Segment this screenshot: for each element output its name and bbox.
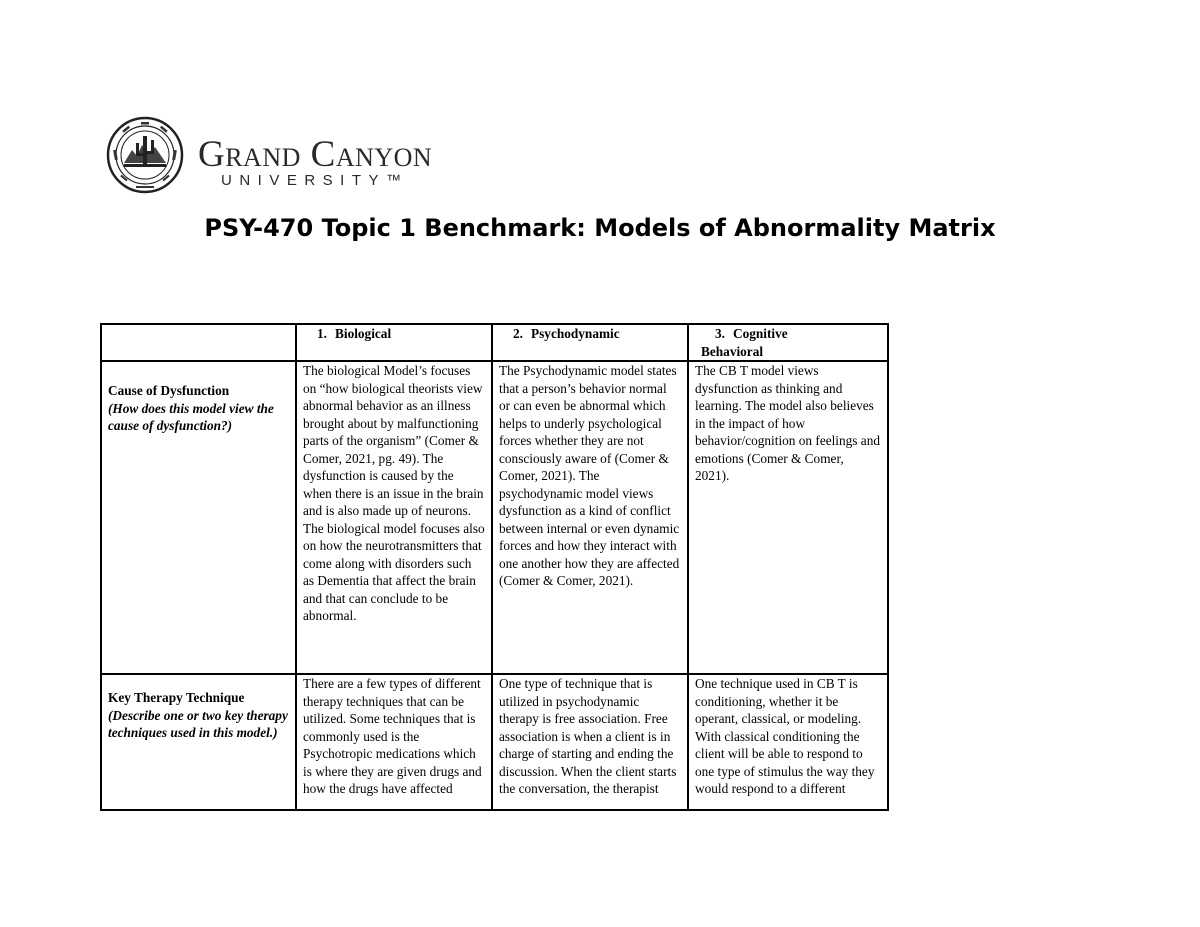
university-seal-icon: [106, 116, 184, 194]
table-cell: There are a few types of different therapy techniques that can be utilized. Some techniques that is commonly used is the Psychotropic medications which is where they are given drugs and how the drugs have affected: [296, 674, 492, 810]
models-matrix-table: [100, 323, 889, 811]
row-question: (How does this model view the cause of dysfunction?): [108, 400, 274, 433]
university-logo: [106, 116, 478, 194]
page-title: PSY-470 Topic 1 Benchmark: Models of Abnormality Matrix: [204, 214, 996, 242]
row-label: Key Therapy Technique: [108, 690, 245, 705]
header-cell-cognitive-behavioral: 3. Cognitive Behavioral: [688, 324, 888, 361]
row-label-cell: [101, 361, 296, 674]
table-cell: The biological Model’s focuses on “how biological theorists view abnormal behavior as an illness brought about by malfunctioning parts of the organism” (Comer & Comer, 2021, pg. 49). The dysfunction is caused by the when there is an issue in the brain and is also made up of neurons. The biological model focuses also on how the neurotransmitters that come along with disorders such as Dementia that affect the brain and that can conclude to be abnormal.: [296, 361, 492, 674]
header-cell-empty: [101, 324, 296, 361]
header-cell-biological: 1. Biological: [296, 324, 492, 361]
row-label-cell: [101, 674, 296, 810]
table-cell: The CB T model views dysfunction as thinking and learning. The model also believes in the impact of how behavior/cognition on feelings and emotions (Comer & Comer, 2021).: [688, 361, 888, 674]
table-row: [101, 361, 888, 674]
header-cell-psychodynamic: 2. Psychodynamic: [492, 324, 688, 361]
table-header-row: [101, 324, 888, 361]
row-question: (Describe one or two key therapy techniques used in this model.): [108, 707, 288, 740]
logo-university-text: UNIVERSITY™: [221, 172, 409, 189]
table-row: [101, 674, 888, 810]
row-label: Cause of Dysfunction: [108, 383, 230, 398]
table-cell: The Psychodynamic model states that a person’s behavior normal or can even be abnormal which helps to underly psychological forces whether they are not consciously aware of (Comer & Comer, 2021). The psychodynamic model views dysfunction as a kind of conflict between internal or even dynamic forces and how they interact with one another how they are affected (Comer & Comer, 2021).: [492, 361, 688, 674]
logo-wordmark: Grand Canyon: [198, 134, 433, 175]
table-cell: One technique used in CB T is conditioning, whether it be operant, classical, or modeling. With classical conditioning the client will be able to respond to one type of stimulus the way they would respond to a different: [688, 674, 888, 810]
table-cell: One type of technique that is utilized in psychodynamic therapy is free association. Free association is when a client is in charge of starting and ending the discussion. When the client starts the conversation, the therapist: [492, 674, 688, 810]
